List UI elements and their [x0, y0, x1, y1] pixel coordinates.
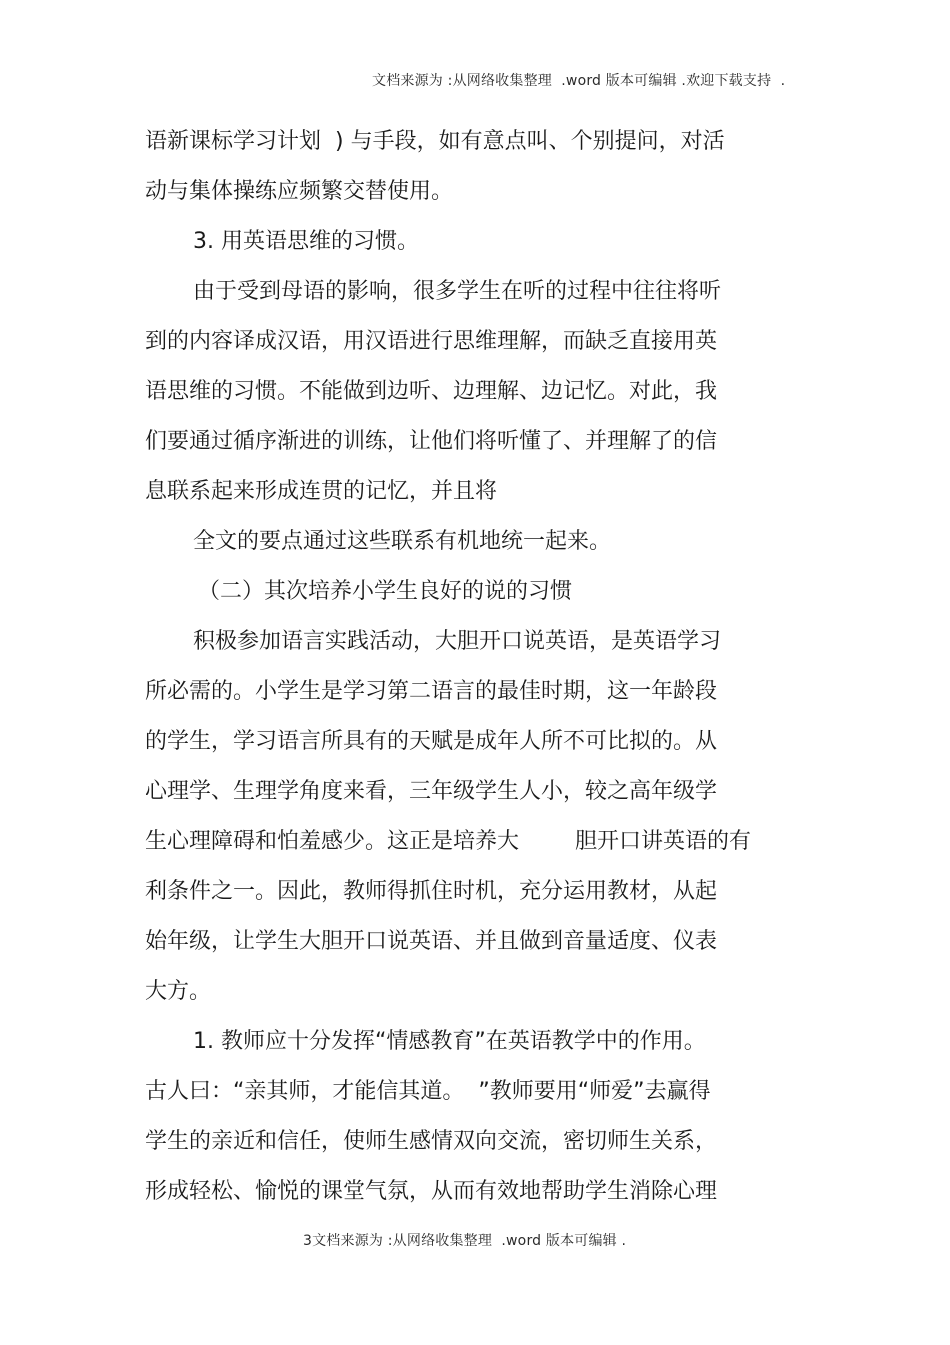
- section-heading: 1. 教师应十分发挥“情感教育”在英语教学中的作用。: [193, 1029, 706, 1054]
- body-line: 息联系起来形成连贯的记忆，并且将: [145, 479, 498, 504]
- body-line: 们要通过循序渐进的训练，让他们将听懂了、并理解了的信: [145, 429, 718, 454]
- body-line: 全文的要点通过这些联系有机地统一起来。: [193, 529, 612, 554]
- body-line: 形成轻松、愉悦的课堂气氛，从而有效地帮助学生消除心理: [145, 1179, 718, 1204]
- body-line: 的学生，学习语言所具有的天赋是成年人所不可比拟的。从: [145, 729, 718, 754]
- body-line: 所必需的。小学生是学习第二语言的最佳时期，这一年龄段: [145, 679, 718, 704]
- page-header: 文档来源为 :从网络收集整理 .word 版本可编辑 .欢迎下载支持 .: [372, 73, 786, 89]
- section-heading: 3. 用英语思维的习惯。: [193, 229, 419, 254]
- page-footer: 3文档来源为 :从网络收集整理 .word 版本可编辑 .: [303, 1233, 627, 1249]
- body-line: 始年级，让学生大胆开口说英语、并且做到音量适度、仪表: [145, 929, 718, 954]
- section-heading: （二）其次培养小学生良好的说的习惯: [198, 579, 573, 604]
- body-line: 生心理障碍和怕羞感少。这正是培养大 胆开口讲英语的有: [145, 829, 751, 854]
- body-line: 积极参加语言实践活动，大胆开口说英语，是英语学习: [193, 629, 722, 654]
- body-line: 动与集体操练应频繁交替使用。: [145, 179, 454, 204]
- body-line: 古人曰：“亲其师，才能信其道。 ”教师要用“师爱”去赢得: [145, 1079, 711, 1104]
- body-line: 到的内容译成汉语，用汉语进行思维理解，而缺乏直接用英: [145, 329, 718, 354]
- body-line: 心理学、生理学角度来看，三年级学生人小，较之高年级学: [145, 779, 718, 804]
- body-line: 语思维的习惯。不能做到边听、边理解、边记忆。对此，我: [145, 379, 718, 404]
- body-line: 由于受到母语的影响，很多学生在听的过程中往往将听: [193, 279, 722, 304]
- body-line: 利条件之一。因此，教师得抓住时机，充分运用教材，从起: [145, 879, 718, 904]
- body-line: 学生的亲近和信任，使师生感情双向交流，密切师生关系，: [145, 1129, 718, 1154]
- body-line: 大方。: [145, 979, 212, 1004]
- body-line: 语新课标学习计划 ) 与手段，如有意点叫、个别提问，对活: [145, 129, 725, 154]
